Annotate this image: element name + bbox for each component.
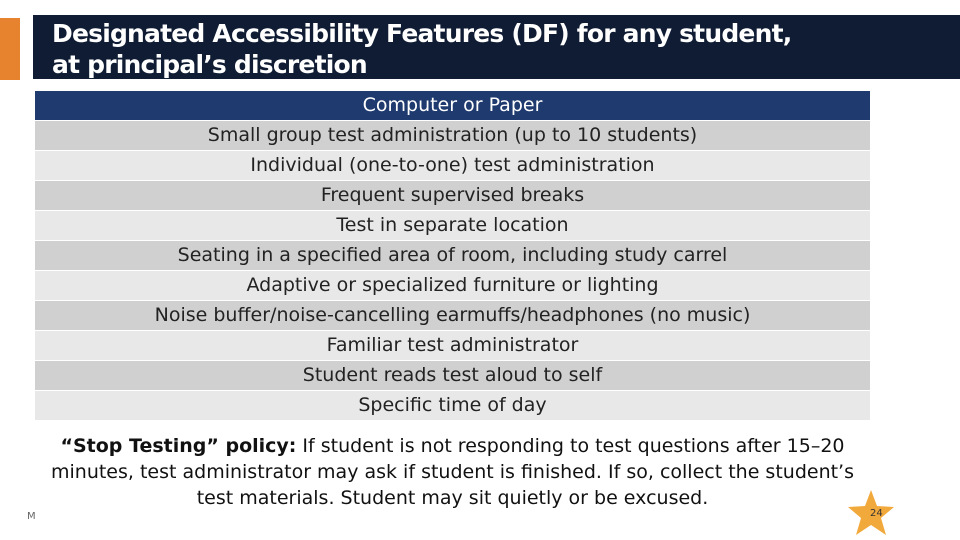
slide-title	[52, 18, 912, 80]
table-header: Computer or Paper	[35, 91, 870, 121]
table-row: Adaptive or specialized furniture or lighting	[35, 271, 870, 301]
page-number: 24	[870, 508, 883, 519]
table-row: Frequent supervised breaks	[35, 181, 870, 211]
slide-title-line-1: Designated Accessibility Features (DF) for any student,	[52, 19, 792, 48]
table-row: Noise buffer/noise-cancelling earmuffs/headphones (no music)	[35, 301, 870, 331]
table-row: Specific time of day	[35, 391, 870, 421]
footer-mark: M	[27, 511, 36, 522]
orange-accent-bar	[0, 18, 20, 80]
table-row: Small group test administration (up to 10 students)	[35, 121, 870, 151]
table-row: Test in separate location	[35, 211, 870, 241]
table-row: Familiar test administrator	[35, 331, 870, 361]
table-row: Seating in a specified area of room, including study carrel	[35, 241, 870, 271]
policy-label: “Stop Testing” policy:	[60, 435, 297, 457]
stop-testing-policy	[45, 433, 860, 511]
table-row: Individual (one-to-one) test administration	[35, 151, 870, 181]
policy-text: If student is not responding to test questions after 15–20 minutes, test administrator may ask if student is finished. If so, collect the student’s test materials. Student may sit quietly or be excused.	[50, 435, 854, 509]
slide-title-line-2: at principal’s discretion	[52, 50, 367, 79]
table-row: Student reads test aloud to self	[35, 361, 870, 391]
features-table	[35, 91, 870, 421]
